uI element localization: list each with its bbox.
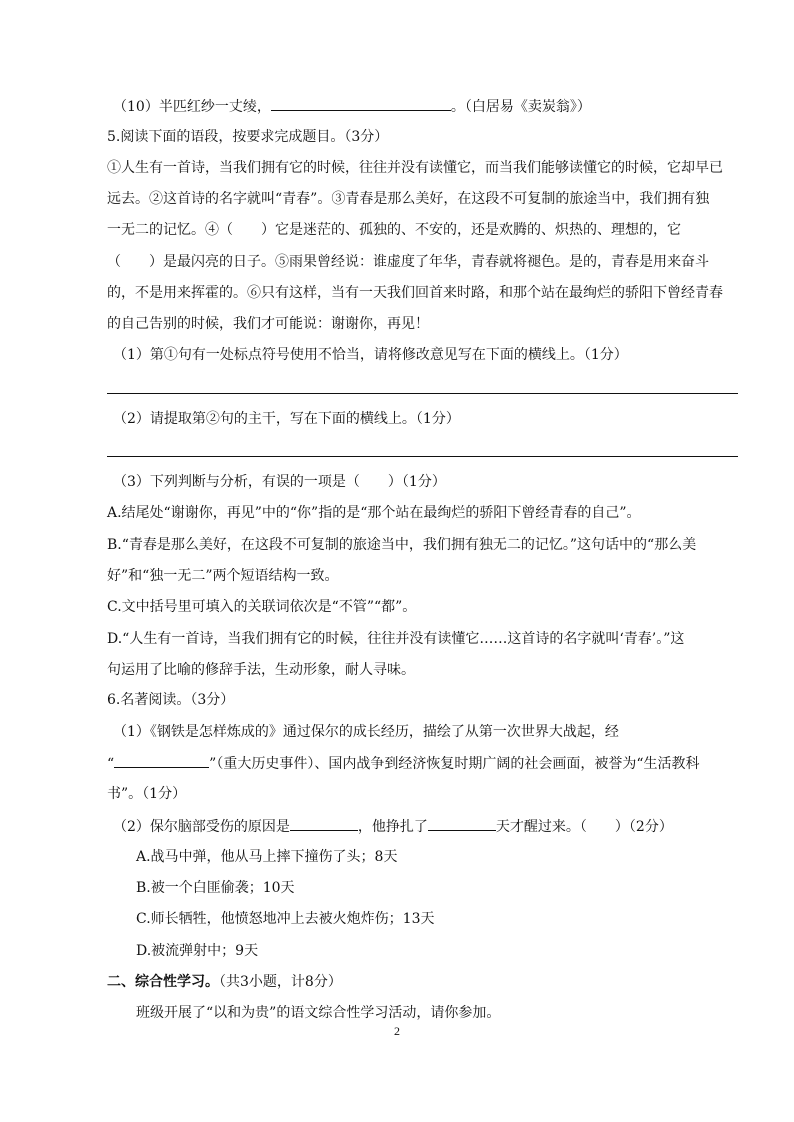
question-5-title: 5.阅读下面的语段，按要求完成题目。（3分） [107, 129, 389, 145]
passage-line: 的自己告别的时候，我们才可能说：谢谢你，再见！ [107, 316, 429, 332]
passage-line: （ ）是最闪亮的日子。⑤雨果曾经说：谁虚度了年华，青春就将褪色。是的，青春是用来奋斗 [107, 254, 709, 270]
option-d: D.“人生有一首诗，当我们拥有它的时候，往往并没有读懂它……这首诗的名字就叫‘青春’。”这 [107, 631, 685, 647]
option-c: C.文中括号里可填入的关联词依次是“不管”“都”。 [107, 599, 417, 615]
answer-blank[interactable] [114, 753, 209, 768]
question-5-sub3: （3）下列判断与分析，有误的一项是（ ）（1分） [113, 474, 446, 490]
answer-line[interactable] [107, 393, 738, 394]
section-2-heading [107, 972, 342, 992]
passage-line: 一无二的记忆。④（ ）它是迷茫的、孤独的、不安的，还是欢腾的、炽热的、理想的，它 [107, 222, 681, 238]
question-5-sub2: （2）请提取第②句的主干，写在下面的横线上。（1分） [113, 411, 460, 427]
page-number: 2 [394, 1024, 400, 1038]
question-4-10 [113, 96, 591, 117]
sub2-suffix: 天才醒过来。（ ）（2分） [495, 819, 673, 835]
section-2-note: （共3小题，计8分） [219, 974, 342, 990]
question-6-sub1-line2 [107, 753, 699, 774]
question-6-sub1-line3: 书”。（1分） [107, 786, 187, 802]
question-6-title: 6.名著阅读。（3分） [107, 692, 235, 708]
answer-blank[interactable] [271, 96, 451, 111]
question-6-sub2 [113, 816, 673, 837]
option-b: B.“青春是那么美好，在这段不可复制的旅途当中，我们拥有独无二的记忆。”这句话中的“那么美 [107, 537, 697, 553]
option-b-cont: 好”和“独一无二”两个短语结构一致。 [107, 568, 339, 584]
choice-a: A.战马中弹，他从马上摔下撞伤了头；8天 [136, 849, 398, 865]
open-quote: “ [107, 756, 115, 772]
answer-line[interactable] [107, 456, 738, 457]
option-a: A.结尾处“谢谢你，再见”中的“你”指的是“那个站在最绚烂的骄阳下曾经青春的自己”。 [107, 505, 641, 521]
q4-10-prefix: （10）半匹红纱一丈绫， [113, 99, 271, 115]
choice-c: C.师长牺牲，他愤怒地冲上去被火炮炸伤；13天 [136, 911, 435, 927]
sub2-prefix: （2）保尔脑部受伤的原因是 [113, 819, 290, 835]
choice-d: D.被流弹射中；9天 [136, 943, 259, 959]
choice-b: B.被一个白匪偷袭；10天 [136, 880, 295, 896]
sub2-mid: ，他挣扎了 [357, 819, 428, 835]
option-d-cont: 句运用了比喻的修辞手法，生动形象，耐人寻味。 [107, 662, 415, 678]
sub1-line2-text: ”（重大历史事件）、国内战争到经济恢复时期广阔的社会画面，被誉为“生活教科 [209, 756, 700, 772]
q4-10-suffix: 。（白居易《卖炭翁》） [450, 99, 591, 115]
question-6-sub1: （1）《钢铁是怎样炼成的》通过保尔的成长经历，描绘了从第一次世界大战起，经 [113, 724, 619, 740]
question-5-sub1: （1）第①句有一处标点符号使用不恰当，请将修改意见写在下面的横线上。（1分） [113, 347, 628, 363]
answer-blank[interactable] [428, 816, 496, 831]
section-2-title: 二、综合性学习。 [107, 974, 219, 990]
passage-line: 的，不是用来挥霍的。⑥只有这样，当有一天我们回首来时路，和那个站在最绚烂的骄阳下曾经青春 [107, 285, 723, 301]
passage-line: 远去。②这首诗的名字就叫“青春”。③青春是那么美好，在这段不可复制的旅途当中，我们拥有独 [107, 191, 710, 207]
passage-line: ①人生有一首诗，当我们拥有它的时候，往往并没有读懂它，而当我们能够读懂它的时候，它却早已 [107, 160, 723, 176]
answer-blank[interactable] [290, 816, 358, 831]
section-2-intro: 班级开展了“以和为贵”的语文综合性学习活动，请你参加。 [136, 1005, 501, 1021]
